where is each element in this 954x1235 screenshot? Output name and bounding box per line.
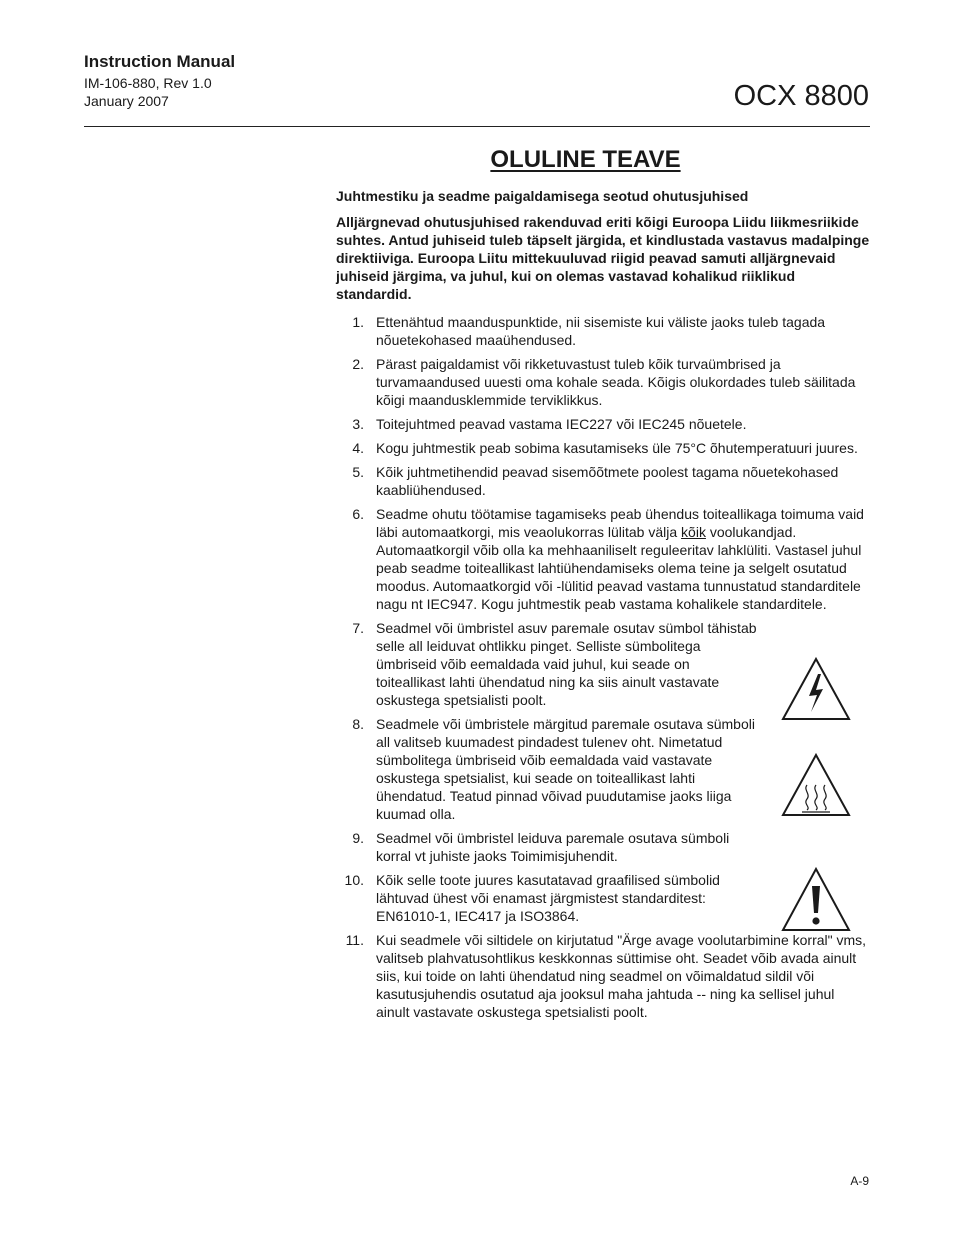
item-number: 9. <box>352 830 364 846</box>
list-item <box>336 505 870 613</box>
page-number: A-9 <box>850 1174 869 1188</box>
hot-surface-warning-icon <box>780 752 852 818</box>
high-voltage-warning-icon <box>780 656 852 722</box>
item-text-part: Seadme ohutu töötamise tagamiseks peab ühendus toiteallikaga toimuma vaid läbi automaatkorgi, mis veaolukorras lülitab välja <box>376 506 864 540</box>
item-number: 3. <box>352 416 364 432</box>
section-subheading: Juhtmestiku ja seadme paigaldamisega seotud ohutusjuhised <box>336 188 749 204</box>
item-number: 2. <box>352 356 364 372</box>
item-number: 11. <box>345 932 364 948</box>
document-number: IM-106-880, Rev 1.0 <box>84 75 212 91</box>
item-number: 8. <box>352 716 364 732</box>
item-text: Seadmele või ümbristele märgitud paremale osutava sümboli all valitseb kuumadest pindadest tulenev oht. Nimetatud sümbolitega ümbriseid võib eemaldada vaid vastavate oskustega spetsialist, kui seade on toiteallikast lahti ühendatud. Teatud pinnad võivad puudutamise jaoks liiga kuumad olla. <box>376 716 755 822</box>
intro-paragraph: Alljärgnevad ohutusjuhised rakenduvad eriti kõigi Euroopa Liidu liikmesriikide suhtes. Antud juhiseid tuleb täpselt järgida, et kindlustada vastavus madalpinge direktiiviga. Euroopa Liitu mittekuuluvad riigid peavad samuti alljärgnevaid juhiseid järgima, va juhul, kui on olemas vastavad kohalikud riiklikud standardid. <box>336 214 870 302</box>
page-title: OLULINE TEAVE <box>490 146 681 173</box>
list-item <box>336 415 870 433</box>
list-item <box>336 355 870 409</box>
document-date: January 2007 <box>84 93 169 109</box>
item-text: Seadmel või ümbristel leiduva paremale osutava sümboli korral vt juhiste jaoks Toimimisjuhendit. <box>376 830 730 864</box>
manual-title: Instruction Manual <box>84 52 236 71</box>
item-number: 6. <box>352 506 364 522</box>
header-divider <box>84 126 870 127</box>
item-text: Toitejuhtmed peavad vastama IEC227 või IEC245 nõuetele. <box>376 416 747 432</box>
item-text: Kui seadmele või siltidele on kirjutatud "Ärge avage voolutarbimine korral" vms, valitseb plahvatusohtlikus keskkonnas süttimise oht. Seadet võib avada ainult siis, kui toide on lahti ühendatud ning seadmel on võimaldatud sildil või kasutusjuhendis osutatud aja jooksul maha jahtuda -- ning ka sellisel juhul ainult vastavate oskustega spetsialisti poolt. <box>376 932 867 1020</box>
item-number: 5. <box>352 464 364 480</box>
item-text: Kogu juhtmestik peab sobima kasutamiseks üle 75°C õhutemperatuuri juures. <box>376 440 858 456</box>
list-item <box>336 313 870 349</box>
item-text: Pärast paigaldamist või rikketuvastust tuleb kõik turvaümbrised ja turvamaandused uuesti oma kohale seada. Kõigis olukordades tuleb säilitada kõigi maandusklemmide terviklikkus. <box>376 356 856 408</box>
underlined-emphasis: kõik <box>681 524 706 540</box>
item-text: Kõik juhtmetihendid peavad sisemõõtmete poolest tagama nõuetekohased kaabliühendused. <box>376 464 839 498</box>
item-text: Kõik selle toote juures kasutatavad graafilised sümbolid lähtuvad ühest või enamast järgmistest standarditest: EN61010-1, IEC417 ja ISO3864. <box>376 872 720 924</box>
list-item <box>336 463 870 499</box>
item-text: Seadmel või ümbristel asuv paremale osutav sümbol tähistab selle all leiduvat ohtlikku pinget. Selliste sümbolitega ümbriseid võib eemaldada vaid juhul, kui seade on toiteallikast lahti ühendatud ning ka siis ainult vastavate oskustega spetsialisti poolt. <box>376 620 757 708</box>
item-number: 4. <box>352 440 364 456</box>
list-item <box>336 439 870 457</box>
item-number: 7. <box>352 620 364 636</box>
item-text: Ettenähtud maanduspunktide, nii sisemiste kui väliste jaoks tuleb tagada nõuetekohased maaühendused. <box>376 314 826 348</box>
item-text-part: voolukandjad. Automaatkorgil võib olla ka mehhaaniliselt reguleeritav lahklüliti. Vastasel juhul peab seadme toiteallikast lahtiühendamiseks olema teine ja selgelt osutatud moodus. Automaatkorgid või -lülitid peavad vastama tunnustatud standarditele nagu nt IEC947. Kogu juhtmestik peab vastama kohalikele standarditele. <box>376 524 862 612</box>
item-number: 1. <box>352 314 364 330</box>
item-text <box>376 506 864 612</box>
item-number: 10. <box>344 872 364 888</box>
list-item <box>336 931 870 1021</box>
product-name: OCX 8800 <box>733 80 869 112</box>
list-item <box>336 829 870 865</box>
caution-exclamation-icon <box>780 866 852 934</box>
